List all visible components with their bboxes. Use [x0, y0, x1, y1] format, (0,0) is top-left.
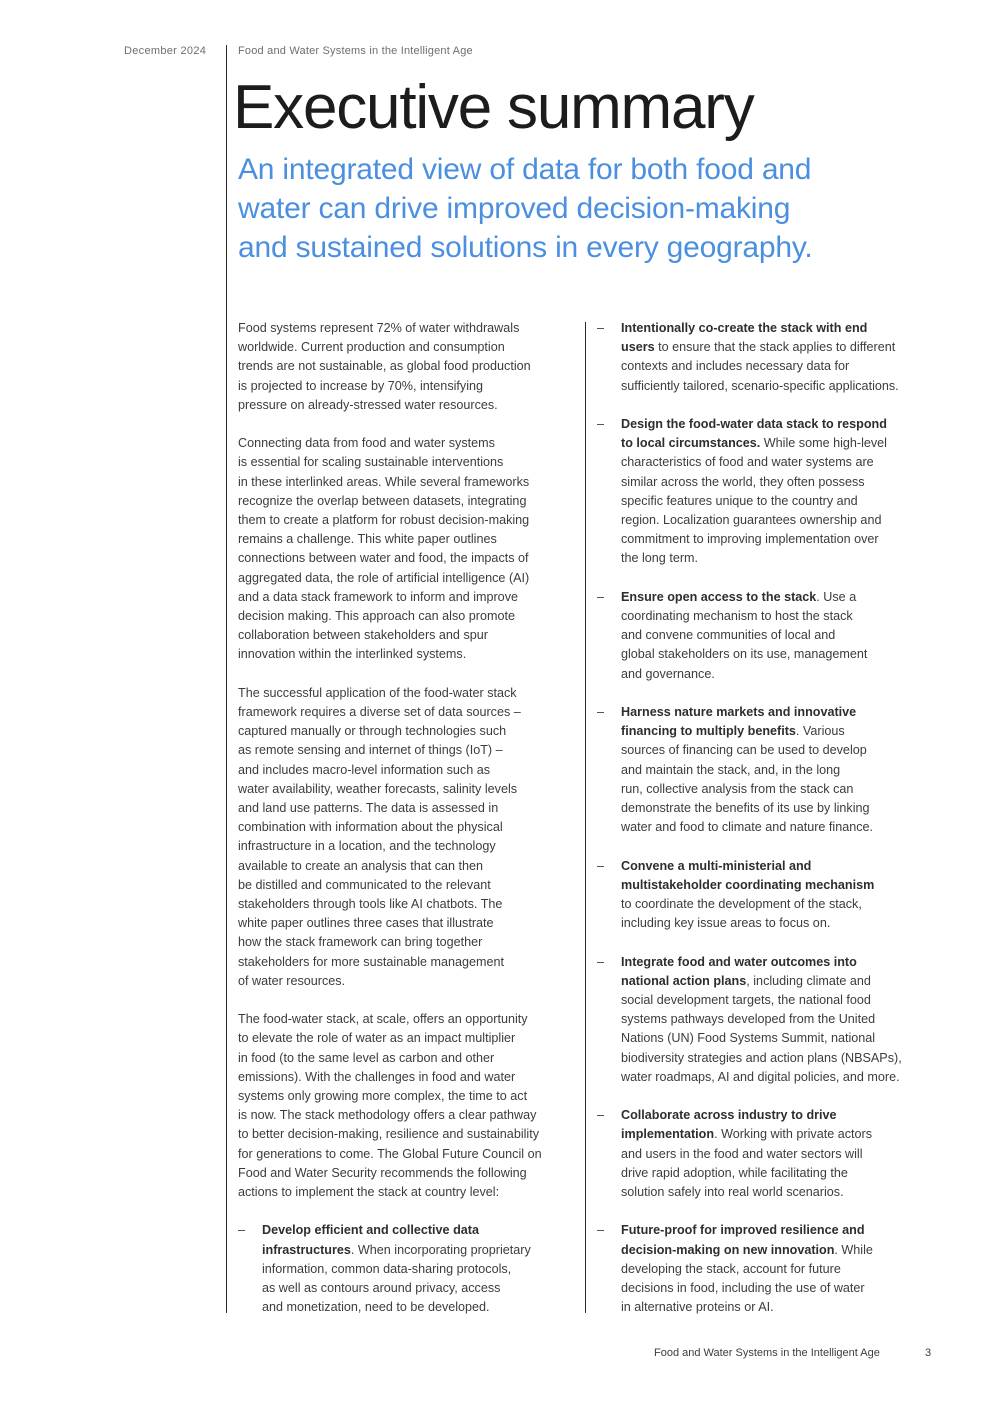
bullet-bold-lead: Collaborate across industry to drive — [621, 1108, 837, 1123]
paragraph-line: captured manually or through technologies such — [238, 724, 507, 739]
bullet-line — [621, 703, 942, 722]
bullet-bold-lead: decision-making on new innovation — [621, 1242, 835, 1257]
bullet-line — [621, 1260, 942, 1279]
bullet-bold-lead: users — [621, 340, 655, 355]
bullet-bold-lead: to local circumstances. — [621, 436, 761, 451]
bullet-text: coordinating mechanism to host the stack — [621, 609, 853, 624]
middle-vertical-rule — [585, 322, 586, 1313]
bullet-bold-lead: financing to multiply benefits — [621, 724, 796, 739]
bullet-dash-marker: – — [597, 858, 605, 873]
bullet-text: While some high-level — [760, 436, 887, 451]
recommendation-list-item — [597, 319, 942, 396]
bullet-line — [621, 857, 942, 876]
paragraph-line: Connecting data from food and water systems — [238, 436, 495, 451]
bullet-text: and maintain the stack, and, in the long — [621, 762, 841, 777]
bullet-line — [621, 645, 942, 664]
bullet-text: characteristics of food and water systems are — [621, 455, 874, 470]
bullet-line — [621, 319, 942, 338]
bullet-text: social development targets, the national food — [621, 993, 871, 1008]
bullet-line — [621, 799, 942, 818]
bullet-text: region. Localization guarantees ownership and — [621, 513, 882, 528]
bullet-line — [621, 1029, 942, 1048]
bullet-line — [262, 1260, 578, 1279]
subtitle-line: and sustained solutions in every geography. — [238, 231, 813, 264]
bullet-text: . Working with private actors — [714, 1127, 873, 1142]
header-doc-title: Food and Water Systems in the Intelligent Age — [238, 45, 473, 57]
bullet-line — [262, 1221, 578, 1240]
paragraph-line: connections between water and food, the impacts of — [238, 551, 529, 566]
bullet-line — [621, 549, 942, 568]
bullet-text: information, common data-sharing protocols, — [262, 1261, 512, 1276]
bullet-line — [621, 511, 942, 530]
paragraph-line: aggregated data, the role of artificial intelligence (AI) — [238, 570, 530, 585]
bullet-text: , including climate and — [746, 973, 871, 988]
bullet-bold-lead: multistakeholder coordinating mechanism — [621, 877, 875, 892]
bullet-bold-lead: national action plans — [621, 973, 747, 988]
bullet-line — [621, 434, 942, 453]
bullet-line — [621, 530, 942, 549]
bullet-line — [621, 1125, 942, 1144]
paragraph-line: to better decision-making, resilience and sustainability — [238, 1127, 540, 1142]
bullet-dash-marker: – — [597, 1223, 605, 1238]
paragraph-line: be distilled and communicated to the relevant — [238, 877, 491, 892]
bullet-line — [621, 453, 942, 472]
bullet-text: and users in the food and water sectors will — [621, 1146, 863, 1161]
paragraph-line: as remote sensing and internet of things (IoT) – — [238, 743, 503, 758]
bullet-text: global stakeholders on its use, management — [621, 647, 868, 662]
bullet-text: commitment to improving implementation over — [621, 532, 879, 547]
bullet-text: as well as contours around privacy, access — [262, 1281, 501, 1296]
bullet-line — [621, 492, 942, 511]
paragraph-line: is projected to increase by 70%, intensifying — [238, 378, 484, 393]
paragraph-line: The successful application of the food-water stack — [238, 685, 517, 700]
bullet-line — [621, 741, 942, 760]
recommendation-list-item — [597, 1221, 942, 1317]
bullet-bold-lead: infrastructures — [262, 1242, 351, 1257]
bullet-text: similar across the world, they often possess — [621, 474, 865, 489]
bullet-dash-marker: – — [597, 1108, 605, 1123]
left-column — [238, 319, 578, 1337]
body-paragraph — [238, 319, 578, 415]
bullet-text: in alternative proteins or AI. — [621, 1300, 774, 1315]
paragraph-line: worldwide. Current production and consumption — [238, 340, 505, 355]
footer-doc-title: Food and Water Systems in the Intelligent Age — [654, 1347, 880, 1359]
paragraph-line: in food (to the same level as carbon and other — [238, 1050, 495, 1065]
paragraph-line: trends are not sustainable, as global food production — [238, 359, 531, 374]
paragraph-line: infrastructure in a location, and the technology — [238, 839, 496, 854]
recommendation-list-item — [597, 415, 942, 569]
bullet-line — [621, 473, 942, 492]
bullet-line — [621, 377, 942, 396]
bullet-line — [621, 1106, 942, 1125]
bullet-text: including key issue areas to focus on. — [621, 916, 831, 931]
bullet-line — [621, 1183, 942, 1202]
bullet-line — [621, 338, 942, 357]
bullet-bold-lead: Future-proof for improved resilience and — [621, 1223, 865, 1238]
bullet-line — [621, 1049, 942, 1068]
bullet-text: sources of financing can be used to develop — [621, 743, 867, 758]
paragraph-line: is now. The stack methodology offers a clear pathway — [238, 1108, 537, 1123]
bullet-line — [621, 895, 942, 914]
bullet-bold-lead: Harness nature markets and innovative — [621, 705, 857, 720]
recommendation-list-item — [597, 1106, 942, 1202]
bullet-line — [621, 991, 942, 1010]
bullet-line — [621, 1221, 942, 1240]
bullet-line — [621, 761, 942, 780]
paragraph-line: remains a challenge. This white paper outlines — [238, 532, 497, 547]
bullet-text: Nations (UN) Food Systems Summit, national — [621, 1031, 876, 1046]
bullet-bold-lead: Design the food-water data stack to respond — [621, 417, 887, 431]
recommendation-list-item — [597, 953, 942, 1087]
paragraph-line: Food systems represent 72% of water withdrawals — [238, 321, 520, 335]
bullet-text: to coordinate the development of the stack, — [621, 897, 862, 912]
recommendation-list-item — [597, 703, 942, 837]
paragraph-line: stakeholders for more sustainable management — [238, 954, 505, 969]
paragraph-line: available to create an analysis that can then — [238, 858, 484, 873]
paragraph-line: and includes macro-level information such as — [238, 762, 490, 777]
bullet-text: contexts and includes necessary data for — [621, 359, 850, 374]
body-paragraph — [238, 1010, 578, 1202]
bullet-bold-lead: Intentionally co-create the stack with end — [621, 321, 868, 335]
paragraph-line: white paper outlines three cases that illustrate — [238, 916, 494, 931]
paragraph-line: actions to implement the stack at country level: — [238, 1185, 500, 1200]
bullet-dash-marker: – — [597, 705, 605, 720]
paragraph-line: recognize the overlap between datasets, integrating — [238, 493, 527, 508]
bullet-dash-marker: – — [597, 589, 605, 604]
bullet-text: specific features unique to the country and — [621, 493, 858, 508]
bullet-line — [262, 1279, 578, 1298]
paragraph-line: The food-water stack, at scale, offers an opportunity — [238, 1012, 528, 1027]
bullet-text: demonstrate the benefits of its use by linking — [621, 801, 870, 816]
bullet-line — [621, 607, 942, 626]
recommendation-list-item — [597, 588, 942, 684]
paragraph-line: of water resources. — [238, 973, 346, 988]
subtitle-line: An integrated view of data for both food and — [238, 153, 812, 186]
paragraph-line: for generations to come. The Global Future Council on — [238, 1146, 542, 1161]
bullet-line — [621, 876, 942, 895]
paragraph-line: decision making. This approach can also promote — [238, 609, 515, 624]
bullet-text: decisions in food, including the use of water — [621, 1281, 865, 1296]
bullet-line — [262, 1241, 578, 1260]
bullet-text: to ensure that the stack applies to different — [654, 340, 896, 355]
paragraph-line: systems only growing more complex, the time to act — [238, 1089, 528, 1104]
bullet-line — [621, 1068, 942, 1087]
footer-page-number: 3 — [925, 1347, 932, 1359]
bullet-line — [621, 1241, 942, 1260]
paragraph-line: how the stack framework can bring together — [238, 935, 483, 950]
bullet-text: drive rapid adoption, while facilitating the — [621, 1165, 848, 1180]
paragraph-line: them to create a platform for robust decision-making — [238, 513, 530, 528]
body-paragraph — [238, 684, 578, 991]
bullet-text: and convene communities of local and — [621, 628, 836, 643]
paragraph-line: and a data stack framework to inform and improve — [238, 589, 518, 604]
bullet-line — [621, 665, 942, 684]
bullet-line — [621, 914, 942, 933]
bullet-text: water and food to climate and nature finance. — [621, 820, 874, 835]
subtitle — [238, 150, 813, 267]
bullet-text: run, collective analysis from the stack can — [621, 781, 854, 796]
bullet-line — [621, 953, 942, 972]
paragraph-line: water availability, weather forecasts, salinity levels — [238, 781, 518, 796]
bullet-line — [621, 588, 942, 607]
bullet-line — [262, 1298, 578, 1317]
bullet-text: the long term. — [621, 551, 699, 566]
bullet-line — [621, 415, 942, 434]
bullet-line — [621, 780, 942, 799]
bullet-bold-lead: Convene a multi-ministerial and — [621, 858, 812, 873]
bullet-line — [621, 1298, 942, 1317]
body-paragraph — [238, 434, 578, 664]
bullet-bold-lead: implementation — [621, 1127, 715, 1142]
bullet-text: . When incorporating proprietary — [350, 1242, 531, 1257]
bullet-text: developing the stack, account for future — [621, 1261, 841, 1276]
paragraph-line: stakeholders through tools like AI chatbots. The — [238, 897, 503, 912]
bullet-line — [621, 1010, 942, 1029]
bullet-bold-lead: Integrate food and water outcomes into — [621, 954, 857, 969]
bullet-line — [621, 357, 942, 376]
left-vertical-rule — [226, 45, 227, 1313]
page-title: Executive summary — [233, 73, 754, 142]
bullet-text: solution safely into real world scenarios. — [621, 1185, 844, 1200]
bullet-text: . Various — [795, 724, 845, 739]
paragraph-line: is essential for scaling sustainable interventions — [238, 455, 504, 470]
paragraph-line: combination with information about the physical — [238, 820, 503, 835]
bullet-dash-marker: – — [238, 1223, 246, 1238]
paragraph-line: in these interlinked areas. While several frameworks — [238, 474, 530, 489]
header-date: December 2024 — [124, 45, 207, 57]
paragraph-line: innovation within the interlinked systems. — [238, 647, 467, 662]
bullet-text: biodiversity strategies and action plans (NBSAPs), — [621, 1050, 902, 1065]
paragraph-line: pressure on already-stressed water resources. — [238, 397, 498, 412]
bullet-text: sufficiently tailored, scenario-specific applications. — [621, 378, 899, 393]
bullet-dash-marker: – — [597, 321, 605, 335]
bullet-text: and governance. — [621, 666, 715, 681]
right-column — [597, 319, 942, 1337]
paragraph-line: collaboration between stakeholders and spur — [238, 628, 488, 643]
recommendation-list-item — [238, 1221, 578, 1317]
bullet-line — [621, 972, 942, 991]
bullet-line — [621, 1145, 942, 1164]
bullet-text: systems pathways developed from the United — [621, 1012, 876, 1027]
subtitle-line: water can drive improved decision-making — [238, 192, 791, 225]
paragraph-line: and land use patterns. The data is assessed in — [238, 801, 499, 816]
bullet-text: water roadmaps, AI and digital policies, and more. — [621, 1069, 900, 1084]
bullet-text: . Use a — [816, 589, 857, 604]
paragraph-line: Food and Water Security recommends the following — [238, 1165, 527, 1180]
bullet-text: and monetization, need to be developed. — [262, 1300, 490, 1315]
bullet-dash-marker: – — [597, 417, 605, 431]
bullet-line — [621, 818, 942, 837]
bullet-dash-marker: – — [597, 954, 605, 969]
bullet-line — [621, 1279, 942, 1298]
bullet-text: . While — [834, 1242, 873, 1257]
paragraph-line: emissions). With the challenges in food and water — [238, 1069, 516, 1084]
paragraph-line: to elevate the role of water as an impact multiplier — [238, 1031, 516, 1046]
bullet-bold-lead: Ensure open access to the stack — [621, 589, 817, 604]
bullet-line — [621, 1164, 942, 1183]
bullet-bold-lead: Develop efficient and collective data — [262, 1223, 479, 1238]
recommendation-list-item — [597, 857, 942, 934]
bullet-line — [621, 722, 942, 741]
bullet-line — [621, 626, 942, 645]
paragraph-line: framework requires a diverse set of data sources – — [238, 705, 521, 720]
